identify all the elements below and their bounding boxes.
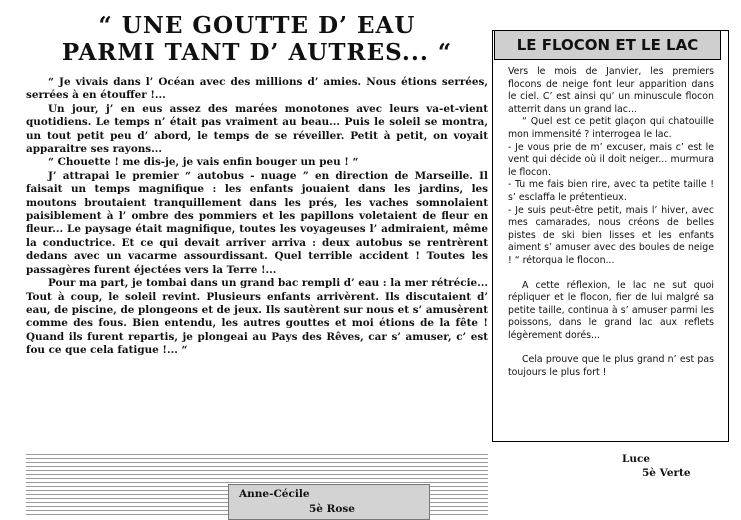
right-author-signature [588,449,726,483]
paragraph: Un jour, j’ en eus assez des marées monotones avec leurs va-et-vient quotidiens. Le temps n’ était pas vraiment au beau... Puis le soleil se montra, un tout petit peu d’ abord, le temps de se réveiller. Petit à petit, on voyait apparaitre ses rayons... [26,102,488,156]
right-article-title: LE FLOCON ET LE LAC [494,30,721,60]
paragraph-spacer [508,268,714,280]
paragraph: “ Quel est ce petit glaçon qui chatouille mon immensité ? interrogea le lac. [508,116,714,140]
left-author-name: Anne-Cécile [239,488,310,500]
right-author-name: Luce [622,453,651,465]
paragraph: A cette réflexion, le lac ne sut quoi répliquer et le flocon, fier de lui malgré sa petite taille, continua à s’ amuser parmi les poissons, dans le grand lac aux reflets légèrement dorés... [508,279,714,341]
paragraph: “ Je vivais dans l’ Océan avec des millions d’ amies. Nous étions serrées, serrées à en étouffer !... [26,76,488,102]
right-article-body [508,66,714,380]
title-line-1: “ UNE GOUTTE D’ EAU [98,12,416,39]
left-article [26,12,488,442]
paragraph: - Tu me fais bien rire, avec ta petite taille ! s’ esclaffa le prétentieux. [508,179,714,203]
left-author-signature [228,484,430,520]
paragraph-spacer [508,342,714,354]
paragraph: - Je vous prie de m’ excuser, mais c’ est le vent qui décide où il doit neiger... murmura le flocon. [508,141,714,178]
paragraph: Pour ma part, je tombai dans un grand bac rempli d’ eau : la mer rétrécie... Tout à coup, le soleil revint. Plusieurs enfants arrivèrent. Ils discutaient d’ eau, de piscine, de plongeons et de jeux. Ils sautèrent sur nous et s’ amusèrent comme des fous. Bien entendu, les autres gouttes et moi étions de la fête ! Quand ils furent repartis, je plongeai au Pays des Rêves, car s’ amuser, c’ est fou ce que cela fatigue !... “ [26,277,488,357]
left-article-body [26,76,488,358]
paragraph: J’ attrapai le premier “ autobus - nuage ” en direction de Marseille. Il faisait un temps magnifique : les enfants jouaient dans les jardins, les moutons broutaient tranquillement dans les prés, les vaches somnolaient paisiblement à l’ ombre des pommiers et les papillons voletaient de fleur en fleur... Le paysage était magnifique, toutes les voyageuses l’ admiraient, même la conductrice. Et ce qui devait arriver arriva : deux autobus se rentrèrent dedans avec un vacarme assourdissant. Quel terrible accident ! Toutes les passagères furent éjectées vers la Terre !... [26,169,488,276]
paragraph: “ Chouette ! me dis-je, je vais enfin bouger un peu ! “ [48,156,359,169]
left-article-title [26,12,488,66]
paragraph: - Je suis peut-être petit, mais l’ hiver, avec mes camarades, nous créons de belles pistes de ski bien lisses et les enfants aiment s’ amuser avec des boules de neige ! “ rétorqua le flocon... [508,204,714,266]
title-line-2: PARMI TANT D’ AUTRES... “ [61,39,453,66]
paragraph: Cela prouve que le plus grand n’ est pas toujours le plus fort ! [508,354,714,379]
right-author-class: 5è Verte [642,467,691,479]
left-author-class: 5è Rose [309,503,355,515]
paragraph: Vers le mois de Janvier, les premiers flocons de neige font leur apparition dans le ciel. C’ est ainsi qu’ un minuscule flocon atterrit dans un grand lac... [508,66,714,115]
